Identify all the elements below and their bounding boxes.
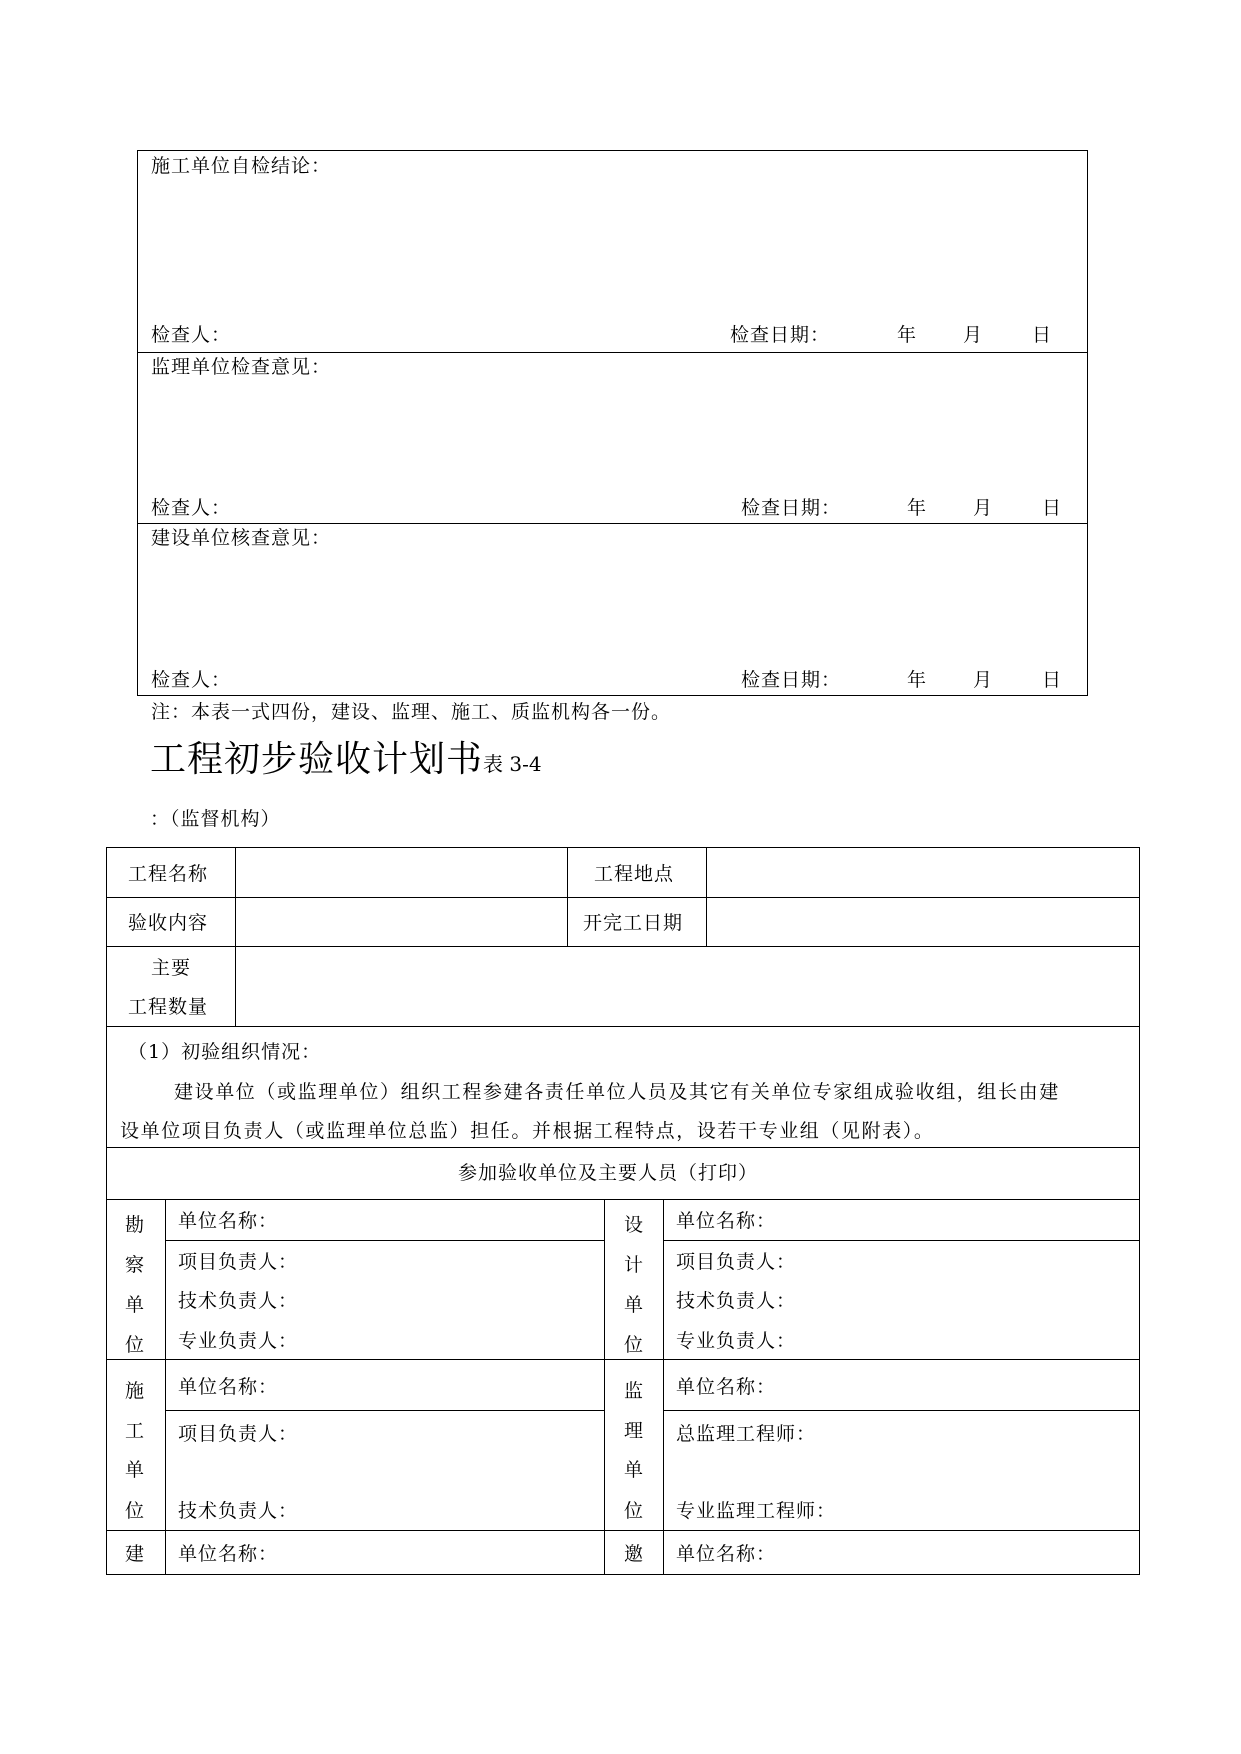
- design-unit-char: 位: [624, 1334, 645, 1356]
- design-project-lead-label: 项目负责人：: [676, 1251, 797, 1273]
- row-divider: [106, 1147, 1140, 1148]
- day-label: 日: [1042, 669, 1063, 691]
- inspector-label: 检查人：: [151, 497, 232, 519]
- day-label: 日: [1042, 497, 1063, 519]
- row-divider: [106, 1530, 1140, 1531]
- invited-unit-name-label: 单位名称：: [676, 1543, 777, 1565]
- construction-project-lead-label: 项目负责人：: [178, 1423, 299, 1445]
- organization-heading: （1）初验组织情况：: [128, 1041, 322, 1063]
- survey-specialty-lead-label: 专业负责人：: [178, 1330, 299, 1352]
- main-quantity-label-line1: 主要: [151, 957, 192, 979]
- inspection-form: [137, 150, 1088, 696]
- row-divider: [663, 1410, 1140, 1411]
- addressee: ：（监督机构）: [150, 808, 281, 830]
- row-divider: [106, 1359, 1140, 1360]
- design-unit-char: 计: [624, 1254, 645, 1276]
- supervision-unit-char: 监: [624, 1380, 645, 1402]
- participants-heading: 参加验收单位及主要人员（打印）: [458, 1162, 759, 1184]
- construction-self-check-heading: 施工单位自检结论：: [151, 155, 332, 177]
- project-location-label: 工程地点: [594, 863, 675, 885]
- form-divider: [137, 352, 1088, 353]
- owner-unit-char: 建: [125, 1543, 146, 1565]
- survey-project-lead-label: 项目负责人：: [178, 1251, 299, 1273]
- column-divider: [706, 847, 707, 946]
- inspector-label: 检查人：: [151, 669, 232, 691]
- design-specialty-lead-label: 专业负责人：: [676, 1330, 797, 1352]
- inspector-label: 检查人：: [151, 324, 232, 346]
- project-name-label: 工程名称: [128, 863, 209, 885]
- invited-unit-char: 邀: [624, 1543, 645, 1565]
- column-divider: [235, 847, 236, 1026]
- column-divider: [165, 1199, 166, 1575]
- design-unit-char: 设: [624, 1214, 645, 1236]
- column-divider: [604, 1199, 605, 1575]
- plan-title: 工程初步验收计划书: [150, 739, 484, 780]
- chief-supervision-engineer-label: 总监理工程师：: [676, 1423, 817, 1445]
- owner-unit-name-label: 单位名称：: [178, 1543, 279, 1565]
- month-label: 月: [973, 669, 994, 691]
- supervision-opinion-heading: 监理单位检查意见：: [151, 356, 332, 378]
- form-divider: [137, 523, 1088, 524]
- survey-unit-char: 勘: [125, 1214, 146, 1236]
- row-divider: [165, 1240, 604, 1241]
- organization-text-line1: 建设单位（或监理单位）组织工程参建各责任单位人员及其它有关单位专家组成验收组，组长由建: [174, 1081, 1060, 1103]
- row-divider: [106, 1199, 1140, 1200]
- plan-title-line: [150, 739, 542, 780]
- construction-unit-char: 施: [125, 1380, 146, 1402]
- supervision-unit-char: 理: [624, 1420, 645, 1442]
- supervision-unit-char: 单: [624, 1459, 645, 1481]
- design-unit-name-label: 单位名称：: [676, 1210, 777, 1232]
- year-label: 年: [907, 669, 928, 691]
- construction-unit-name-label: 单位名称：: [178, 1376, 279, 1398]
- specialty-supervision-engineer-label: 专业监理工程师：: [676, 1500, 837, 1522]
- inspection-date-label: 检查日期：: [741, 497, 842, 519]
- inspection-date-label: 检查日期：: [741, 669, 842, 691]
- supervision-unit-char: 位: [624, 1500, 645, 1522]
- table-number: 表 3-4: [483, 752, 542, 776]
- day-label: 日: [1032, 324, 1053, 346]
- start-end-date-label: 开完工日期: [583, 912, 684, 934]
- owner-review-heading: 建设单位核查意见：: [151, 527, 332, 549]
- construction-tech-lead-label: 技术负责人：: [178, 1500, 299, 1522]
- row-divider: [165, 1410, 604, 1411]
- month-label: 月: [973, 497, 994, 519]
- construction-unit-char: 工: [125, 1420, 146, 1442]
- column-divider: [567, 847, 568, 946]
- year-label: 年: [897, 324, 918, 346]
- construction-unit-char: 单: [125, 1459, 146, 1481]
- supervision-unit-name-label: 单位名称：: [676, 1376, 777, 1398]
- organization-text-line2: 设单位项目负责人（或监理单位总监）担任。并根据工程特点，设若干专业组（见附表）。: [120, 1120, 935, 1142]
- month-label: 月: [963, 324, 984, 346]
- year-label: 年: [907, 497, 928, 519]
- survey-unit-char: 单: [125, 1294, 146, 1316]
- design-unit-char: 单: [624, 1294, 645, 1316]
- row-divider: [106, 897, 1140, 898]
- column-divider: [663, 1199, 664, 1575]
- design-tech-lead-label: 技术负责人：: [676, 1290, 797, 1312]
- inspection-date-label: 检查日期：: [730, 324, 831, 346]
- row-divider: [106, 946, 1140, 947]
- survey-unit-name-label: 单位名称：: [178, 1210, 279, 1232]
- row-divider: [106, 1026, 1140, 1027]
- form-note: 注：本表一式四份，建设、监理、施工、质监机构各一份。: [151, 701, 672, 723]
- survey-unit-char: 察: [125, 1254, 146, 1276]
- survey-tech-lead-label: 技术负责人：: [178, 1290, 299, 1312]
- acceptance-content-label: 验收内容: [128, 912, 209, 934]
- main-quantity-label-line2: 工程数量: [128, 996, 209, 1018]
- survey-unit-char: 位: [125, 1334, 146, 1356]
- row-divider: [663, 1240, 1140, 1241]
- construction-unit-char: 位: [125, 1500, 146, 1522]
